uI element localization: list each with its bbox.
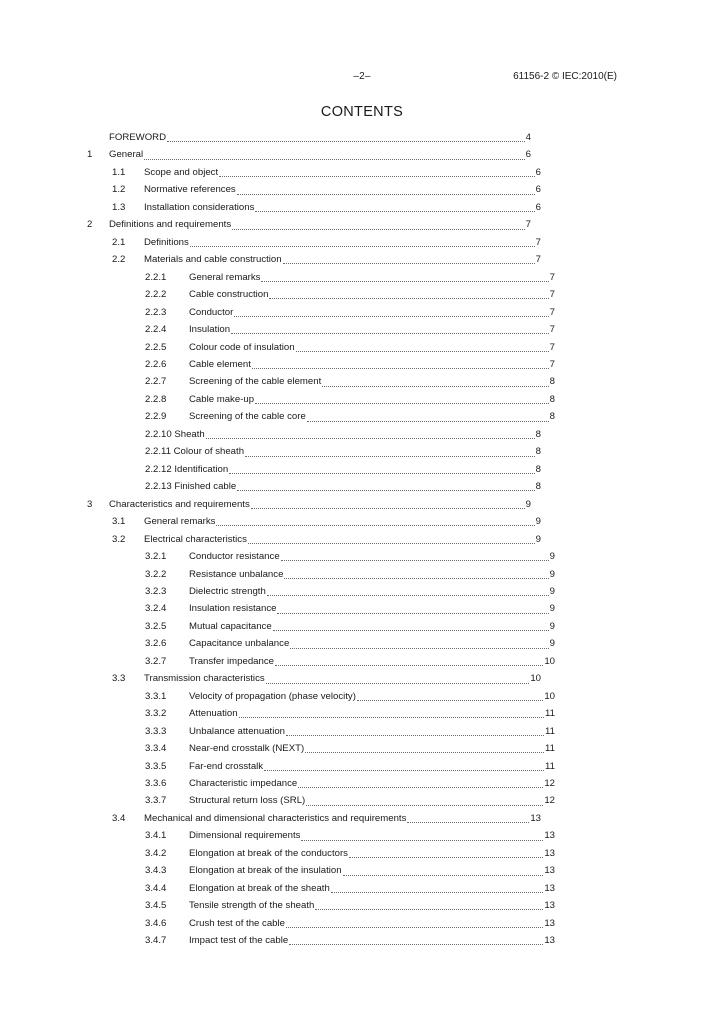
toc-entry-title: Cable make-up	[189, 393, 255, 405]
toc-entry-page: 13	[544, 847, 555, 859]
toc-entry-title: General	[109, 149, 144, 161]
toc-entry-page: 11	[545, 760, 555, 772]
toc-entry-page: 9	[535, 516, 541, 528]
toc-entry-number: 2.2.9	[145, 411, 167, 423]
toc-entry-page: 9	[549, 568, 555, 580]
toc-entry-title: Velocity of propagation (phase velocity)	[189, 690, 356, 702]
toc-entry-page: 7	[549, 324, 555, 336]
toc-entry-number: 3.3.3	[145, 725, 167, 737]
toc-entry-page: 12	[544, 778, 555, 790]
toc-entry-title: General remarks	[144, 516, 216, 528]
toc-entry[interactable]	[112, 810, 541, 828]
dot-leader	[267, 595, 549, 596]
toc-entry-title: Dimensional requirements	[189, 830, 301, 842]
toc-entry-page: 7	[549, 358, 555, 370]
toc-entry-page: 7	[549, 306, 555, 318]
toc-entry-title: Elongation at break of the sheath	[189, 882, 330, 894]
toc-entry-page: 8	[535, 481, 541, 493]
dot-leader	[248, 543, 535, 544]
toc-entry-number: 3.4.4	[145, 882, 167, 894]
toc-entry-title: 2.2.12 Identification	[145, 463, 229, 475]
toc-entry-page: 13	[544, 935, 555, 947]
toc-entry-page: 8	[549, 376, 555, 388]
toc-entry-title: Impact test of the cable	[189, 935, 289, 947]
toc-entry-number: 3.2.4	[145, 603, 167, 615]
toc-entry-number: 2.2.6	[145, 358, 167, 370]
toc-entry[interactable]	[145, 827, 555, 845]
toc-entry-number: 2.2.8	[145, 393, 167, 405]
toc-entry[interactable]	[145, 391, 555, 409]
toc-entry-number: 3.2.2	[145, 568, 167, 580]
dot-leader	[296, 351, 549, 352]
dot-leader	[269, 298, 548, 299]
toc-entry[interactable]	[145, 408, 555, 426]
toc-entry-page: 6	[535, 166, 541, 178]
dot-leader	[251, 508, 525, 509]
toc-entry-title: Crush test of the cable	[189, 917, 285, 929]
toc-entry-page: 12	[544, 795, 555, 807]
toc-entry-page: 9	[535, 533, 541, 545]
dot-leader	[289, 944, 543, 945]
toc-entry-number: 2.2.3	[145, 306, 167, 318]
dot-leader	[315, 909, 543, 910]
toc-entry-number: 3.4.5	[145, 900, 167, 912]
toc-entry-number: 2.2.5	[145, 341, 167, 353]
dot-leader	[255, 211, 534, 212]
dot-leader	[281, 560, 549, 561]
toc-entry[interactable]	[112, 531, 541, 549]
toc-entry-title: Normative references	[144, 184, 236, 196]
toc-entry-page: 6	[525, 149, 531, 161]
toc-entry-page: 6	[535, 201, 541, 213]
dot-leader	[266, 683, 530, 684]
toc-entry[interactable]	[145, 426, 541, 444]
dot-leader	[298, 787, 543, 788]
toc-entry-number: 1.1	[112, 166, 126, 178]
toc-entry-title: Insulation	[189, 324, 231, 336]
dot-leader	[237, 194, 535, 195]
toc-entry-number: 3.3.6	[145, 778, 167, 790]
toc-entry[interactable]	[87, 216, 531, 234]
toc-entry-page: 7	[535, 254, 541, 266]
dot-leader	[277, 613, 548, 614]
toc-entry-title: Cable construction	[189, 289, 269, 301]
toc-entry-title: Mechanical and dimensional characteristics and requirements	[144, 812, 407, 824]
toc-entry-page: 4	[525, 132, 531, 143]
toc-entry[interactable]	[145, 775, 555, 793]
toc-entry[interactable]	[87, 496, 531, 514]
toc-entry-number: 3.4.6	[145, 917, 167, 929]
toc-entry[interactable]	[112, 251, 541, 269]
toc-entry[interactable]	[145, 758, 555, 776]
toc-entry[interactable]	[87, 129, 531, 147]
toc-entry-title: Transfer impedance	[189, 655, 274, 667]
dot-leader	[264, 770, 544, 771]
toc-entry-number: 3	[87, 498, 93, 510]
dot-leader	[206, 438, 535, 439]
toc-entry-page: 13	[544, 830, 555, 842]
dot-leader	[232, 229, 525, 230]
dot-leader	[167, 141, 525, 142]
toc-entry[interactable]	[145, 600, 555, 618]
toc-entry[interactable]	[145, 373, 555, 391]
toc-entry-title: Installation considerations	[144, 201, 255, 213]
document-identifier: 61156-2 © IEC:2010(E)	[513, 71, 617, 82]
toc-entry[interactable]	[145, 653, 555, 671]
toc-entry-title: Cable element	[189, 358, 251, 370]
toc-entry-number: 3.2.5	[145, 620, 167, 632]
dot-leader	[252, 368, 549, 369]
toc-entry-title: Conductor resistance	[189, 551, 280, 563]
dot-leader	[231, 333, 549, 334]
dot-leader	[286, 927, 543, 928]
dot-leader	[301, 840, 543, 841]
toc-entry[interactable]	[145, 618, 555, 636]
toc-entry-number: 2.2	[112, 254, 126, 266]
toc-entry-page: 8	[535, 428, 541, 440]
toc-entry-page: 7	[525, 219, 531, 231]
toc-entry-number: 2.1	[112, 236, 126, 248]
toc-entry[interactable]	[145, 566, 555, 584]
toc-entry[interactable]	[145, 356, 555, 374]
toc-entry[interactable]	[112, 234, 541, 252]
toc-entry-title: Screening of the cable element	[189, 376, 322, 388]
toc-entry-title: Transmission characteristics	[144, 673, 265, 685]
dot-leader	[275, 665, 543, 666]
toc-entry-number: 3.2.3	[145, 585, 167, 597]
toc-entry-title: Conductor	[189, 306, 234, 318]
dot-leader	[234, 316, 548, 317]
toc-entry-page: 11	[545, 725, 555, 737]
dot-leader	[283, 263, 535, 264]
toc-entry[interactable]	[145, 443, 541, 461]
toc-entry[interactable]	[145, 862, 555, 880]
toc-entry-title: General remarks	[189, 271, 261, 283]
dot-leader	[273, 630, 549, 631]
toc-entry-title: Electrical characteristics	[144, 533, 247, 545]
toc-entry-number: 3.4.1	[145, 830, 167, 842]
dot-leader	[219, 176, 535, 177]
toc-entry-page: 10	[544, 655, 555, 667]
toc-entry[interactable]	[112, 670, 541, 688]
dot-leader	[331, 892, 544, 893]
toc-entry-number: 3.2.7	[145, 655, 167, 667]
toc-entry-number: 3.3.7	[145, 795, 167, 807]
toc-entry-title: Attenuation	[189, 708, 238, 720]
toc-entry[interactable]	[145, 897, 555, 915]
toc-entry-title: Near-end crosstalk (NEXT)	[189, 743, 305, 755]
toc-entry-page: 13	[544, 900, 555, 912]
toc-entry[interactable]	[145, 705, 555, 723]
toc-entry-page: 7	[535, 236, 541, 248]
toc-entry-title: Definitions	[144, 236, 189, 248]
toc-entry[interactable]	[145, 583, 555, 601]
toc-entry-page: 13	[530, 812, 541, 824]
dot-leader	[286, 735, 544, 736]
toc-entry-number: 3.1	[112, 516, 126, 528]
dot-leader	[216, 525, 534, 526]
toc-entry[interactable]	[145, 339, 555, 357]
toc-entry-number: 2.2.7	[145, 376, 167, 388]
toc-entry-page: 13	[544, 917, 555, 929]
toc-entry[interactable]	[145, 304, 555, 322]
dot-leader	[261, 281, 548, 282]
toc-entry-number: 3.3.4	[145, 743, 167, 755]
dot-leader	[144, 159, 525, 160]
toc-entry-number: 3.3.1	[145, 690, 167, 702]
toc-entry[interactable]	[112, 181, 541, 199]
dot-leader	[229, 473, 534, 474]
toc-entry[interactable]	[145, 723, 555, 741]
toc-entry[interactable]	[145, 461, 541, 479]
toc-entry-title: Unbalance attenuation	[189, 725, 286, 737]
toc-entry[interactable]	[112, 164, 541, 182]
toc-entry-title: Far-end crosstalk	[189, 760, 264, 772]
toc-entry[interactable]	[87, 146, 531, 164]
dot-leader	[237, 490, 534, 491]
toc-entry-title: 2.2.13 Finished cable	[145, 481, 237, 493]
toc-entry-number: 3.4.7	[145, 935, 167, 947]
toc-entry-number: 1.3	[112, 201, 126, 213]
toc-entry-number: 3.3.2	[145, 708, 167, 720]
toc-entry-title: Characteristics and requirements	[109, 498, 250, 510]
toc-entry-page: 8	[549, 411, 555, 423]
toc-entry-title: Elongation at break of the insulation	[189, 865, 342, 877]
toc-entry[interactable]	[145, 478, 541, 496]
toc-entry[interactable]	[145, 321, 555, 339]
dot-leader	[349, 857, 543, 858]
toc-entry-number: 1.2	[112, 184, 126, 196]
toc-entry-number: 2.2.2	[145, 289, 167, 301]
dot-leader	[305, 752, 544, 753]
toc-entry[interactable]	[112, 199, 541, 217]
toc-entry[interactable]	[145, 845, 555, 863]
toc-entry-page: 9	[549, 585, 555, 597]
dot-leader	[306, 805, 543, 806]
toc-entry-page: 8	[549, 393, 555, 405]
dot-leader	[239, 717, 544, 718]
toc-entry-page: 11	[545, 743, 555, 755]
toc-entry-title: Elongation at break of the conductors	[189, 847, 348, 859]
toc-entry-page: 13	[544, 882, 555, 894]
toc-entry-title: Dielectric strength	[189, 585, 266, 597]
toc-entry-number: 3.2.6	[145, 638, 167, 650]
toc-entry-title: Mutual capacitance	[189, 620, 272, 632]
toc-entry-title: 2.2.11 Colour of sheath	[145, 446, 245, 458]
toc-entry-page: 9	[525, 498, 531, 510]
toc-entry-page: 11	[545, 708, 555, 720]
toc-entry-number: 1	[87, 149, 93, 161]
toc-entry[interactable]	[145, 740, 555, 758]
toc-entry-page: 6	[535, 184, 541, 196]
dot-leader	[255, 403, 549, 404]
dot-leader	[357, 700, 543, 701]
toc-entry-title: Colour code of insulation	[189, 341, 295, 353]
dot-leader	[407, 822, 529, 823]
toc-entry[interactable]	[145, 286, 555, 304]
toc-entry-page: 10	[530, 673, 541, 685]
toc-entry-number: 3.4.3	[145, 865, 167, 877]
toc-entry[interactable]	[145, 792, 555, 810]
toc-entry-title: 2.2.10 Sheath	[145, 428, 205, 440]
dot-leader	[245, 456, 535, 457]
toc-entry-page: 8	[535, 463, 541, 475]
toc-entry-number: 3.3.5	[145, 760, 167, 772]
page-title: CONTENTS	[320, 104, 404, 120]
dot-leader	[284, 578, 548, 579]
toc-entry[interactable]	[145, 688, 555, 706]
toc-entry-title: Definitions and requirements	[109, 219, 232, 231]
toc-entry-number: 3.2.1	[145, 551, 167, 563]
toc-entry[interactable]	[145, 635, 555, 653]
page-number-label: –2–	[353, 71, 371, 82]
toc-entry-page: 8	[535, 446, 541, 458]
toc-entry-title: Tensile strength of the sheath	[189, 900, 315, 912]
toc-entry-number: 3.4	[112, 812, 126, 824]
toc-entry-page: 7	[549, 341, 555, 353]
toc-entry-title: Resistance unbalance	[189, 568, 284, 580]
toc-entry[interactable]	[112, 513, 541, 531]
toc-entry-page: 7	[549, 289, 555, 301]
toc-entry-title: Structural return loss (SRL)	[189, 795, 306, 807]
toc-entry[interactable]	[145, 932, 555, 950]
toc-entry-title: Insulation resistance	[189, 603, 277, 615]
dot-leader	[290, 648, 548, 649]
toc-entry-title: Materials and cable construction	[144, 254, 282, 266]
toc-entry-title: FOREWORD	[109, 132, 167, 143]
toc-entry-number: 3.2	[112, 533, 126, 545]
toc-entry-page: 9	[549, 551, 555, 563]
toc-entry-number: 3.4.2	[145, 847, 167, 859]
toc-entry[interactable]	[145, 548, 555, 566]
toc-entry-number: 2	[87, 219, 93, 231]
toc-entry[interactable]	[145, 880, 555, 898]
dot-leader	[190, 246, 535, 247]
toc-entry-number: 3.3	[112, 673, 126, 685]
toc-entry-page: 9	[549, 620, 555, 632]
toc-entry[interactable]	[145, 269, 555, 287]
toc-entry-page: 9	[549, 603, 555, 615]
toc-entry-page: 7	[549, 271, 555, 283]
toc-entry-number: 2.2.4	[145, 324, 167, 336]
toc-entry[interactable]	[145, 915, 555, 933]
toc-entry-title: Characteristic impedance	[189, 778, 298, 790]
toc-entry-title: Screening of the cable core	[189, 411, 306, 423]
dot-leader	[307, 421, 549, 422]
toc-entry-page: 10	[544, 690, 555, 702]
dot-leader	[343, 875, 544, 876]
toc-entry-number: 2.2.1	[145, 271, 167, 283]
toc-entry-page: 13	[544, 865, 555, 877]
dot-leader	[322, 386, 548, 387]
toc-entry-page: 9	[549, 638, 555, 650]
toc-entry-title: Scope and object	[144, 166, 219, 178]
toc-entry-title: Capacitance unbalance	[189, 638, 290, 650]
